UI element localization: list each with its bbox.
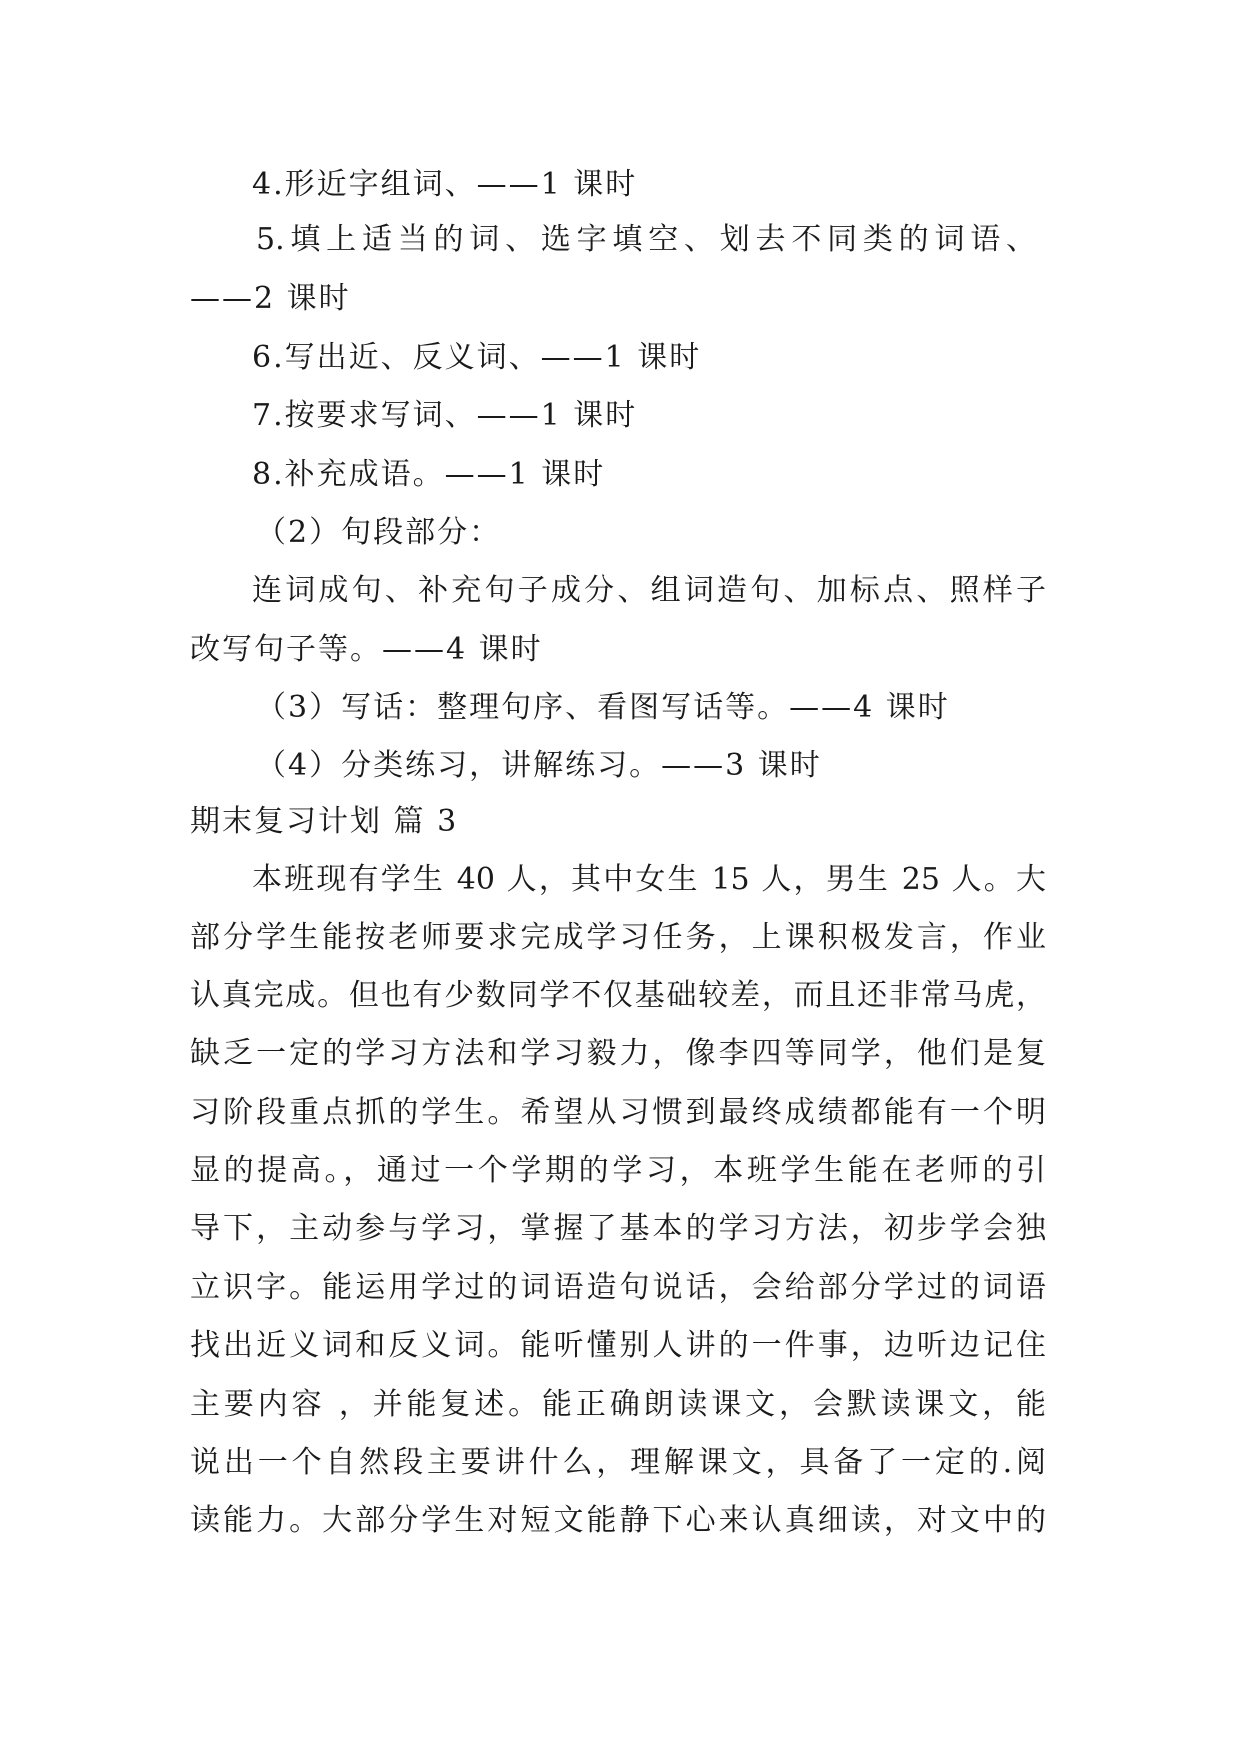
list-item: 5.填上适当的词、选字填空、划去不同类的词语、	[256, 222, 1036, 257]
paragraph-line: 读能力。大部分学生对短文能静下心来认真细读，对文中的	[190, 1503, 1046, 1538]
paragraph-line: 习阶段重点抓的学生。希望从习惯到最终成绩都能有一个明	[190, 1095, 1046, 1130]
list-item: 8.补充成语。——1 课时	[252, 457, 606, 492]
list-item: 7.按要求写词、——1 课时	[252, 398, 638, 433]
paragraph-line: 缺乏一定的学习方法和学习毅力，像李四等同学，他们是复	[190, 1036, 1046, 1071]
list-item: 6.写出近、反义词、——1 课时	[252, 340, 702, 375]
paragraph-line: 找出近义词和反义词。能听懂别人讲的一件事，边听边记住	[190, 1328, 1046, 1363]
paragraph-line: 部分学生能按老师要求完成学习任务，上课积极发言，作业	[190, 920, 1046, 955]
paragraph-line: 导下，主动参与学习，掌握了基本的学习方法，初步学会独	[190, 1211, 1046, 1246]
paragraph-line: 连词成句、补充句子成分、组词造句、加标点、照样子	[252, 573, 1046, 608]
list-item: （4）分类练习，讲解练习。——3 课时	[256, 748, 822, 783]
paragraph-line: 认真完成。但也有少数同学不仅基础较差，而且还非常马虎，	[190, 978, 1046, 1013]
list-item: （3）写话：整理句序、看图写话等。——4 课时	[256, 690, 950, 725]
paragraph-line: 本班现有学生 40 人，其中女生 15 人，男生 25 人。大	[252, 862, 1046, 897]
list-item: 4.形近字组词、——1 课时	[252, 167, 638, 202]
section-heading: （2）句段部分：	[256, 515, 502, 550]
paragraph-line: 改写句子等。——4 课时	[190, 632, 543, 667]
paragraph-line: 说出一个自然段主要讲什么，理解课文，具备了一定的.阅	[190, 1445, 1046, 1480]
paragraph-line: 主要内容 ，并能复述。能正确朗读课文，会默读课文，能	[190, 1387, 1046, 1422]
paragraph-line: ——2 课时	[190, 281, 351, 316]
paragraph-line: 显的提高。，通过一个学期的学习，本班学生能在老师的引	[190, 1153, 1046, 1188]
section-title: 期末复习计划 篇 3	[190, 804, 459, 839]
paragraph-line: 立识字。能运用学过的词语造句说话，会给部分学过的词语	[190, 1270, 1046, 1305]
